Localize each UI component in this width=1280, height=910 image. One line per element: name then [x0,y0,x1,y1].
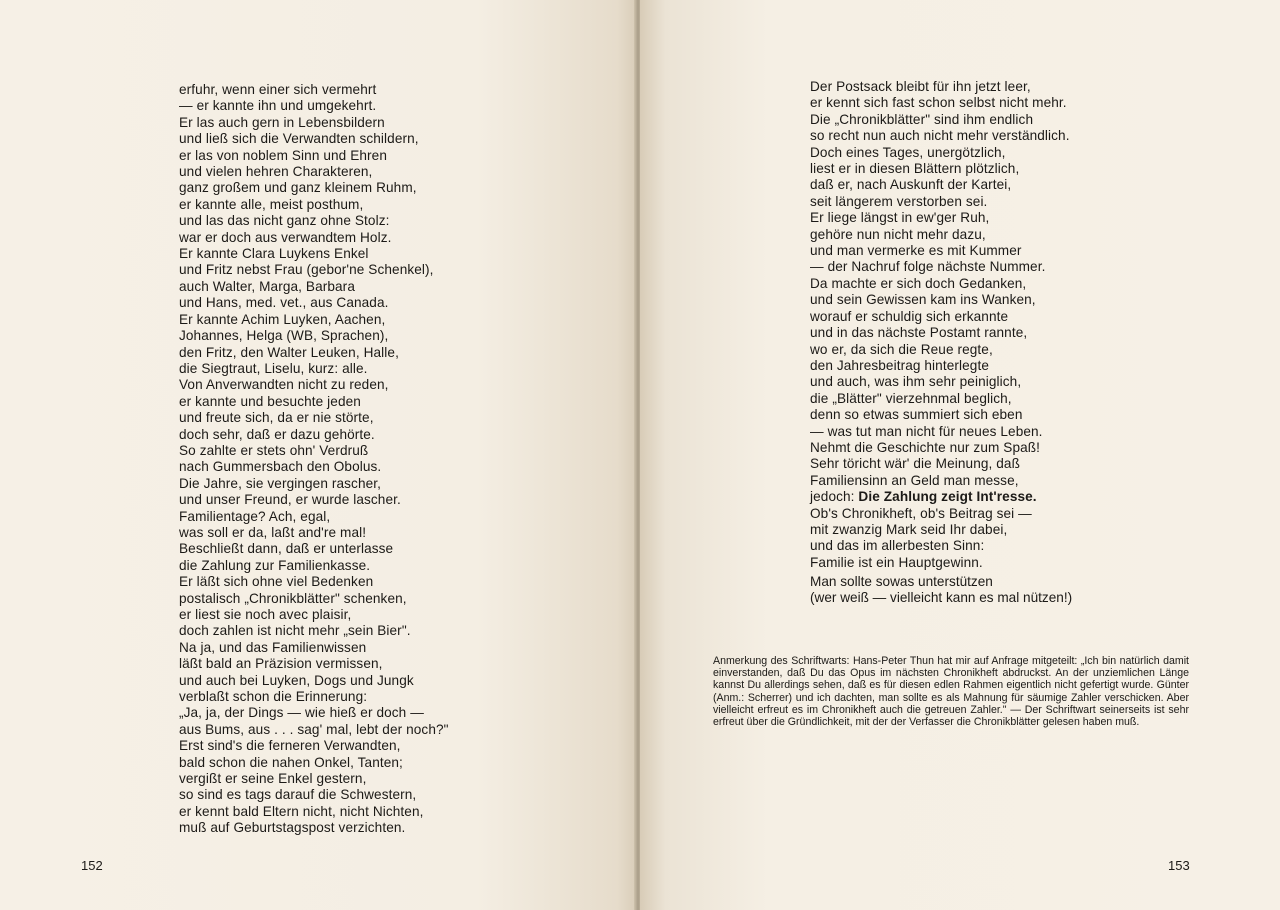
right-poem [810,79,1070,571]
left-page [0,0,636,910]
poem-line: läßt bald an Präzision vermissen, [179,656,383,672]
poem-line: und in das nächste Postamt rannte, [810,325,1028,341]
closing-lines [810,574,1072,607]
poem-line: er kennt sich fast schon selbst nicht mehr. [810,95,1067,111]
poem-line: muß auf Geburtstagspost verzichten. [179,820,406,836]
poem-line: Die Jahre, sie vergingen rascher, [179,475,382,491]
poem-line: und Fritz nebst Frau (gebor'ne Schenkel), [179,262,434,278]
poem-line: vergißt er seine Enkel gestern, [179,771,367,787]
poem-line: — was tut man nicht für neues Leben. [810,423,1043,439]
poem-line: worauf er schuldig sich erkannte [810,308,1009,324]
poem-line: er las von noblem Sinn und Ehren [179,147,387,163]
poem-line: „Ja, ja, der Dings — wie hieß er doch — [179,705,424,721]
poem-line: und das im allerbesten Sinn: [810,538,985,554]
poem-line: und auch bei Luyken, Dogs und Jungk [179,672,414,688]
poem-line: Er läßt sich ohne viel Bedenken [179,574,374,590]
poem-line: die Siegtraut, Liselu, kurz: alle. [179,360,368,376]
poem-line: nach Gummersbach den Obolus. [179,459,382,475]
poem-line: — er kannte ihn und umgekehrt. [179,98,377,114]
poem-line: denn so etwas summiert sich eben [810,407,1023,423]
poem-line: So zahlte er stets ohn' Verdruß [179,442,369,458]
poem-line: die „Blätter" vierzehnmal beglich, [810,390,1012,406]
poem-line: Nehmt die Geschichte nur zum Spaß! [810,439,1041,455]
poem-line: Familie ist ein Hauptgewinn. [810,554,983,570]
poem-line: und auch, was ihm sehr peiniglich, [810,374,1022,390]
poem-line: Na ja, und das Familienwissen [179,639,367,655]
poem-line: er kannte alle, meist posthum, [179,196,364,212]
poem-line: Familiensinn an Geld man messe, [810,472,1019,488]
poem-line: und sein Gewissen kam ins Wanken, [810,292,1036,308]
poem-line: so recht nun auch nicht mehr verständlich. [810,128,1070,144]
poem-line: bald schon die nahen Onkel, Tanten; [179,754,403,770]
poem-line: — der Nachruf folge nächste Nummer. [810,259,1046,275]
page-number-right: 153 [1168,858,1190,873]
poem-line: ganz großem und ganz kleinem Ruhm, [179,180,417,196]
poem-line: daß er, nach Auskunft der Kartei, [810,177,1012,193]
poem-line: er kennt bald Eltern nicht, nicht Nichten, [179,803,424,819]
poem-line-emphasis [810,489,1070,505]
poem-line: und Hans, med. vet., aus Canada. [179,295,389,311]
poem-line: mit zwanzig Mark seid Ihr dabei, [810,521,1008,537]
emphasis-prefix: jedoch: [810,489,859,505]
poem-line: Man sollte sowas unterstützen [810,574,993,589]
poem-line: was soll er da, laßt and're mal! [179,524,367,540]
poem-line: und ließ sich die Verwandten schildern, [179,131,419,147]
poem-line: postalisch „Chronikblätter" schenken, [179,590,407,606]
poem-line: war er doch aus verwandtem Holz. [179,229,392,245]
poem-line: Ob's Chronikheft, ob's Beitrag sei — [810,505,1032,521]
poem-line: und vielen hehren Charakteren, [179,164,373,180]
poem-line: Er kannte Clara Luykens Enkel [179,246,369,262]
poem-line: die Zahlung zur Familienkasse. [179,557,371,573]
poem-line: er kannte und besuchte jeden [179,393,361,409]
poem-line: so sind es tags darauf die Schwestern, [179,787,417,803]
poem-line: Von Anverwandten nicht zu reden, [179,377,389,393]
poem-line: auch Walter, Marga, Barbara [179,278,355,294]
poem-line: Familientage? Ach, egal, [179,508,331,524]
poem-line: Der Postsack bleibt für ihn jetzt leer, [810,79,1031,94]
poem-line: erfuhr, wenn einer sich vermehrt [179,82,377,97]
poem-line: Er kannte Achim Luyken, Aachen, [179,311,386,327]
emphasis-bold-text: Die Zahlung zeigt Int'resse. [858,489,1037,505]
poem-line: und freute sich, da er nie störte, [179,410,374,426]
poem-line: Erst sind's die ferneren Verwandten, [179,738,401,754]
left-poem [179,82,449,837]
poem-line: (wer weiß — vielleicht kann es mal nützen!) [810,590,1073,606]
poem-line: den Jahresbeitrag hinterlegte [810,357,989,373]
poem-line: doch sehr, daß er dazu gehörte. [179,426,375,442]
poem-line: Er las auch gern in Lebensbildern [179,114,385,130]
poem-line: doch zahlen ist nicht mehr „sein Bier". [179,623,411,639]
poem-line: gehöre nun nicht mehr dazu, [810,226,986,242]
poem-line: den Fritz, den Walter Leuken, Halle, [179,344,399,360]
poem-line: und las das nicht ganz ohne Stolz: [179,213,390,229]
poem-line: Sehr töricht wär' die Meinung, daß [810,456,1021,472]
poem-line: Er liege längst in ew'ger Ruh, [810,210,990,226]
poem-line: und man vermerke es mit Kummer [810,243,1022,259]
page-number-left: 152 [81,858,103,873]
poem-line: Beschließt dann, daß er unterlasse [179,541,394,557]
poem-line: Da machte er sich doch Gedanken, [810,275,1027,291]
poem-line: und unser Freund, er wurde lascher. [179,492,401,508]
poem-line: Johannes, Helga (WB, Sprachen), [179,328,389,344]
poem-line: seit längerem verstorben sei. [810,193,988,209]
poem-line: er liest sie noch avec plaisir, [179,607,352,622]
poem-line: Doch eines Tages, unergötzlich, [810,144,1006,160]
editor-note: Anmerkung des Schriftwarts: Hans-Peter Thun hat mir auf Anfrage mitgeteilt: „Ich bin natürlich damit einverstanden, daß Du das Opus im nächsten Chronikheft abdruckst. An der unziemlichen Länge kannst Du allerdings sehen, daß es für diesen edlen Rahmen eigentlich nicht gefertigt wurde. Günter (Anm.: Scherrer) und ich dachten, man sollte es als Mahnung für säumige Zahler verschicken. Aber vielleicht erfreut es im Chronikheft auch die getreuen Zahler." — Der Schriftwart seinerseits ist sehr erfreut über die Gründlichkeit, mit der der Verfasser die Chronikblätter gelesen haben muß. [713,655,1189,729]
poem-line: liest er in diesen Blättern plötzlich, [810,161,1020,177]
poem-line: wo er, da sich die Reue regte, [810,341,993,357]
poem-line: aus Bums, aus . . . sag' mal, lebt der noch?" [179,721,449,737]
poem-line: verblaßt schon die Erinnerung: [179,689,368,705]
poem-line: Die „Chronikblätter" sind ihm endlich [810,111,1034,127]
